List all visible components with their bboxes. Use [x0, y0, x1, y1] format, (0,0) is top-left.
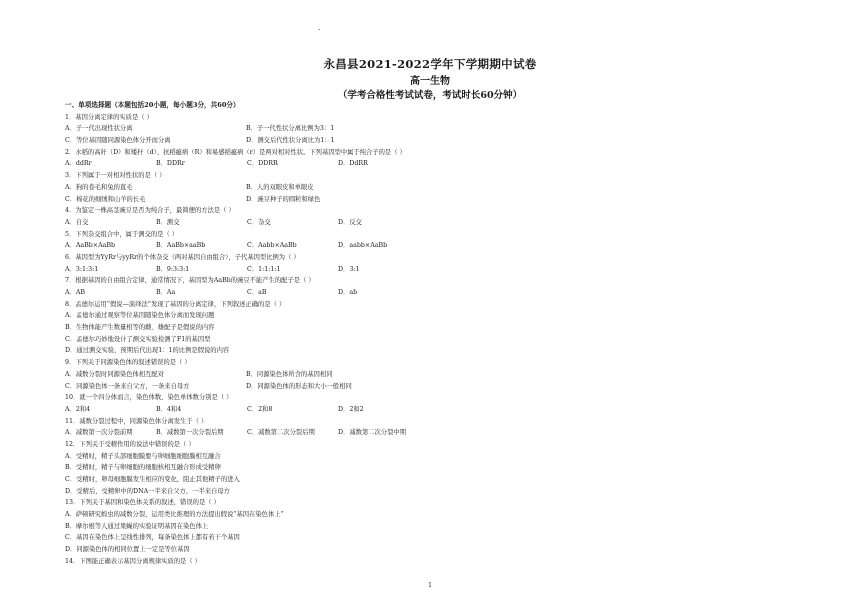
option-row: [65, 509, 785, 521]
option-d: D．同源染色体的相同位置上一定是等位基因: [65, 546, 190, 554]
option-a: A．AB: [65, 289, 86, 296]
option-b: B．DDRr: [156, 160, 185, 168]
question-stem: 8．孟德尔运用“假说—演绎法”发现了基因的分离定律，下列叙述正确的是（ ）: [65, 300, 286, 308]
option-row: [65, 474, 785, 486]
question-stem: 11．减数分裂过程中，同源染色体分离发生于（ ）: [65, 417, 208, 425]
page-number: 1: [428, 582, 432, 589]
option-b: B．测交: [156, 218, 180, 226]
question-stem: 6．基因型为YyRr与yyRr的个体杂交（两对基因自由组合），子代基因型比例为（ ）: [65, 253, 300, 261]
option-row: [65, 287, 785, 299]
question-stem: 2．水稻的高秆（D）和矮秆（d）、抗稻瘟病（R）和易感稻瘟病（r）是两对相对性状。下列基因型中属于纯合子的是（ ）: [65, 148, 406, 156]
option-row: [65, 404, 785, 416]
option-a: A．2和4: [65, 405, 91, 413]
option-b: B．受精时，精子与卵细胞的细胞核相互融合形成受精卵: [65, 464, 221, 472]
option-a: A．自交: [65, 218, 89, 226]
option-a: A．子一代出现性状分离: [65, 125, 133, 133]
option-c: C．杂交: [247, 218, 271, 226]
option-a: A．受精时，精子头部细胞膜要与卵细胞细胞膜相互融合: [65, 452, 221, 460]
option-a: A．减数第一次分裂前期: [65, 429, 133, 437]
option-row: [65, 345, 785, 357]
question-stem: 7．根据基因的自由组合定律，通常情况下，基因型为AaBb的豌豆不能产生的配子是（ ）: [65, 277, 315, 285]
option-b: B．人的双眼皮和单眼皮: [246, 183, 314, 191]
option-row: [65, 310, 785, 322]
option-row: [65, 369, 785, 381]
option-d: D．DdRR: [338, 160, 368, 168]
option-d: D．aabb×AaBb: [338, 242, 388, 250]
option-a: A．ddRr: [65, 160, 92, 168]
option-d: D．反交: [338, 218, 362, 226]
option-b: B．子一代性状分离比例为3：1: [246, 125, 335, 133]
option-d: D．同源染色体的形态和大小一般相同: [246, 382, 352, 390]
option-a: A．AaBb×AaBb: [65, 242, 116, 250]
option-d: D．测交后代性状分离比为1：1: [246, 137, 335, 145]
option-b: B．4和4: [156, 405, 182, 413]
option-d: D．减数第二次分裂中期: [338, 429, 407, 437]
option-a: A．狗的卷毛和兔的直毛: [65, 183, 133, 191]
option-d: D．受精后，受精卵中的DNA一半来自父方，一半来自母方: [65, 487, 230, 495]
option-c: C．DDRR: [247, 160, 278, 168]
option-row: [65, 158, 785, 170]
question-stem: 9．下列关于同源染色体的叙述错误的是（ ）: [65, 359, 191, 367]
option-d: D．3:1: [338, 265, 360, 273]
question-stem: 13．下列关于基因和染色体关系的叙述，错误的是（ ）: [65, 499, 220, 507]
option-row: [65, 486, 785, 498]
question-stem: 3．下列属于一对相对性状的是（ ）: [65, 172, 166, 180]
option-a: A．3:1:3:1: [65, 265, 99, 273]
option-d: D．通过测交实验，预期后代出现1：1的比例是假说的内容: [65, 347, 230, 355]
option-c: C．受精时，卵母细胞膜发生相应的变化，阻止其他精子的进入: [65, 476, 240, 483]
option-c: C．棉花的细绒和山羊的长毛: [65, 195, 146, 203]
option-c: C．等位基因随同源染色体分开而分离: [65, 137, 171, 145]
section-heading: 一、单项选择题（本题包括20小题，每小题3分，共60分）: [65, 101, 240, 109]
option-row: [65, 451, 785, 463]
question-stem: 4．为鉴定一株高茎豌豆是否为纯合子，最简便的方法是（ ）: [65, 207, 235, 215]
question-stem: 12．下列关于受精作用的说法中错误的是（ ）: [65, 440, 195, 448]
question-stem: 1．基因分离定律的实质是（ ）: [65, 113, 153, 121]
option-row: [65, 462, 785, 474]
option-a: A．减数分裂时同源染色体相互配对: [65, 370, 165, 378]
option-b: B．摩尔根等人通过果蝇的实验证明基因在染色体上: [65, 522, 209, 530]
option-c: C．减数第二次分裂后期: [247, 429, 315, 437]
top-dot: ·: [318, 26, 321, 34]
option-row: [65, 217, 785, 229]
option-c: C．aB: [247, 289, 267, 296]
option-row: [65, 123, 785, 135]
question-stem: 14．下图能正确表示基因分离规律实质的是（ ）: [65, 557, 201, 565]
option-row: [65, 532, 785, 544]
question-list: [65, 112, 785, 568]
option-b: B．同源染色体所含的基因相同: [246, 370, 333, 378]
option-row: [65, 182, 785, 194]
option-row: [65, 381, 785, 393]
option-b: B．Aa: [156, 289, 176, 296]
option-d: D．ab: [338, 289, 358, 296]
option-b: B．9:3:3:1: [156, 265, 190, 273]
option-c: C．基因在染色体上呈线性排列，每条染色体上都有若干个基因: [65, 534, 240, 542]
option-c: C．2和8: [247, 405, 273, 413]
option-row: [65, 135, 785, 147]
option-row: [65, 194, 785, 206]
question-stem: 10．就一个四分体而言，染色体数、染色单体数分别是（ ）: [65, 394, 233, 402]
option-c: C．1:1:1:1: [247, 265, 281, 273]
exam-note: （学考合格性考试试卷，考试时长60分钟）: [337, 90, 523, 101]
option-row: [65, 240, 785, 252]
exam-subject: 高一生物: [410, 76, 450, 87]
option-row: [65, 427, 785, 439]
option-c: C．孟德尔巧妙地设计了测交实验检测了F1的基因型: [65, 335, 211, 343]
option-row: [65, 544, 785, 556]
option-c: C．Aabb×AaBb: [247, 242, 297, 250]
exam-title: 永昌县2021-2022学年下学期期中试卷: [323, 57, 537, 71]
option-a: A．萨顿研究蝗虫的减数分裂，运用类比推理的方法提出假说“基因在染色体上”: [65, 511, 284, 519]
option-row: [65, 334, 785, 346]
option-row: [65, 264, 785, 276]
question-stem: 5．下列杂交组合中，属于测交的是（ ）: [65, 230, 179, 238]
option-d: D．2和2: [338, 405, 364, 413]
option-b: B．AaBb×aaBb: [156, 242, 206, 250]
option-b: B．生物体能产生数量相等的雌、雄配子是假说的内容: [65, 324, 215, 332]
option-c: C．同源染色体一条来自父方，一条来自母方: [65, 382, 190, 390]
option-d: D．豌豆种子的圆粒和绿色: [246, 195, 321, 203]
exam-body: [65, 100, 785, 568]
option-row: [65, 322, 785, 334]
option-a: A．孟德尔通过观察等位基因随染色体分离而发现问题: [65, 312, 215, 320]
option-b: B．减数第一次分裂后期: [156, 429, 224, 437]
option-row: [65, 521, 785, 533]
